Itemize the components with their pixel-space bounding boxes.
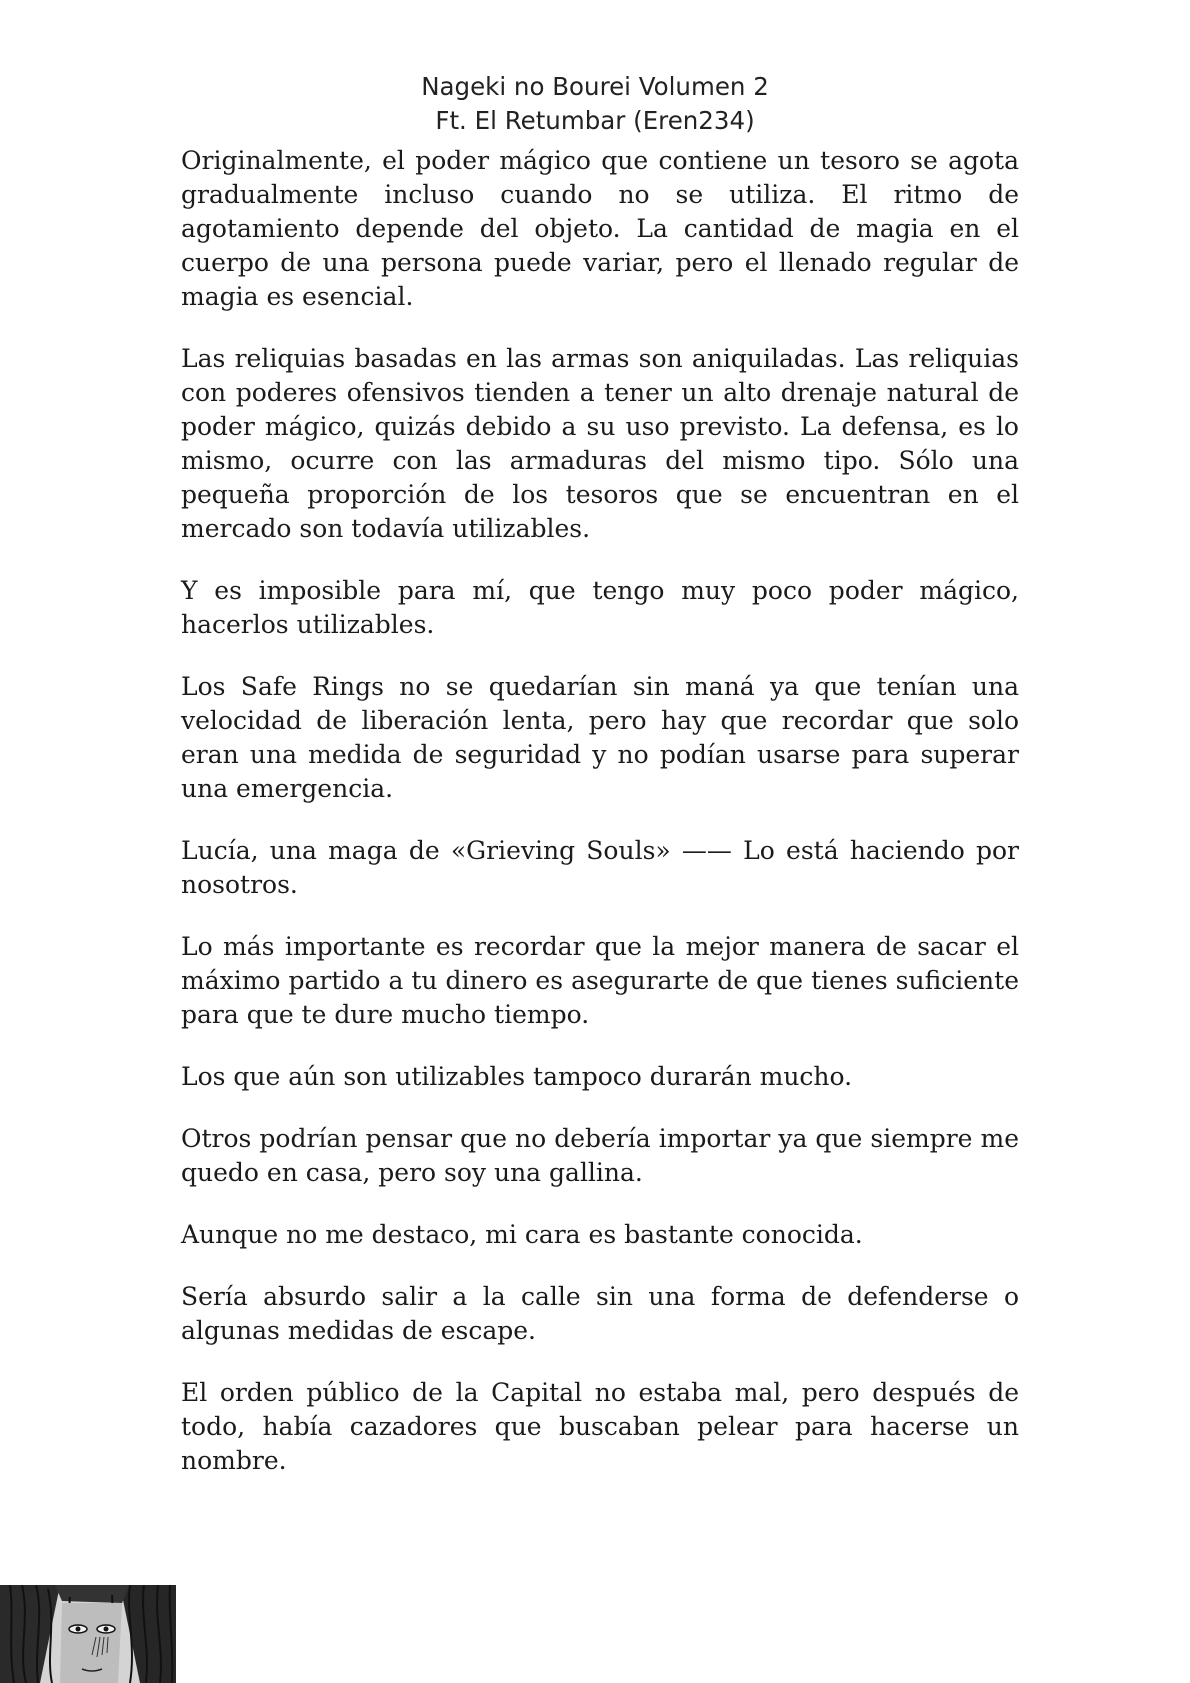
paragraph: Lo más importante es recordar que la mejor manera de sacar el máximo partido a tu dinero es asegurarte de que tienes suficiente para que te dure mucho tiempo. — [181, 932, 1019, 1029]
character-face-image — [0, 1585, 176, 1683]
paragraph: Los que aún son utilizables tampoco durarán mucho. — [181, 1062, 853, 1091]
document-body — [181, 144, 1019, 1506]
paragraph: Sería absurdo salir a la calle sin una forma de defenderse o algunas medidas de escape. — [181, 1282, 1019, 1345]
paragraph: Los Safe Rings no se quedarían sin maná ya que tenían una velocidad de liberación lenta, pero hay que recordar que solo eran una medida de seguridad y no podían usarse para superar una emergencia. — [181, 672, 1019, 803]
paragraph: Otros podrían pensar que no debería importar ya que siempre me quedo en casa, pero soy una gallina. — [181, 1124, 1019, 1187]
paragraph: Lucía, una maga de «Grieving Souls» —— Lo está haciendo por nosotros. — [181, 836, 1019, 899]
paragraph: Aunque no me destaco, mi cara es bastante conocida. — [181, 1220, 863, 1249]
paragraph: Y es imposible para mí, que tengo muy poco poder mágico, hacerlos utilizables. — [181, 576, 1019, 639]
manga-character-illustration — [0, 1585, 176, 1683]
page-header — [0, 70, 1190, 138]
paragraph: El orden público de la Capital no estaba mal, pero después de todo, había cazadores que buscaban pelear para hacerse un nombre. — [181, 1378, 1019, 1475]
document-title: Nageki no Bourei Volumen 2 — [421, 72, 769, 101]
paragraph: Las reliquias basadas en las armas son aniquiladas. Las reliquias con poderes ofensivos tienden a tener un alto drenaje natural de poder mágico, quizás debido a su uso previsto. La defensa, es lo mismo, ocurre con las armaduras del mismo tipo. Sólo una pequeña proporción de los tesoros que se encuentran en el mercado son todavía utilizables. — [181, 344, 1019, 543]
paragraph: Originalmente, el poder mágico que contiene un tesoro se agota gradualmente incluso cuando no se utiliza. El ritmo de agotamiento depende del objeto. La cantidad de magia en el cuerpo de una persona puede variar, pero el llenado regular de magia es esencial. — [181, 146, 1019, 311]
translator-credit: Ft. El Retumbar (Eren234) — [435, 106, 755, 135]
